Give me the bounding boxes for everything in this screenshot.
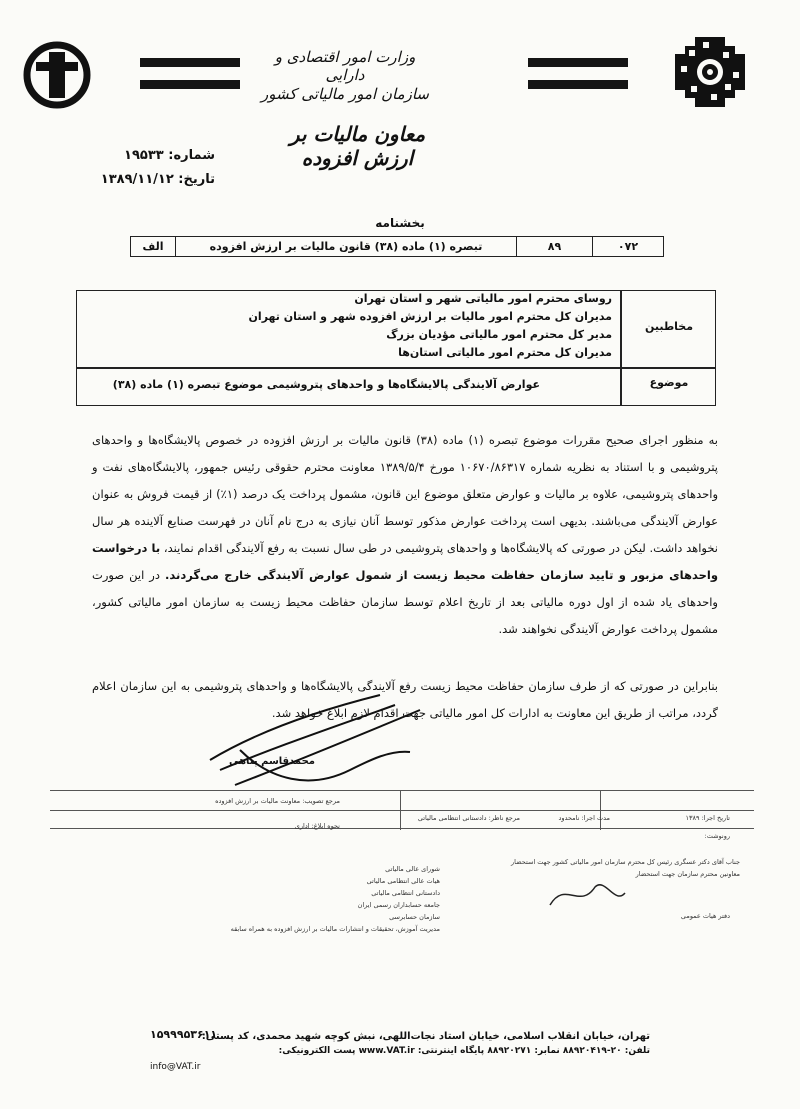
body-text: به منظور اجرای صحیح مقررات موضوع تبصره (۱) ماده (۳۸) قانون مالیات بر ارزش افزوده در خصوص پالایشگاه‌ها و واحدهای پتروشیمی و با استناد به نظریه شماره ۱۰۶۷۰/۸۶۳۱۷ مورخ ۱۳۸۹/۵/۴ معاونت محترم حقوقی رئیس جمهور، پالایشگاه‌های نفت و واحدهای پتروشیمی، علاوه بر مالیات و عوارض متعلق موضوع این قانون، مشمول پرداخت یک درصد (۱٪) از قیمت فروش به عنوان عوارض آلایندگی می‌باشند. بدیهی است پرداخت عوارض مذکور توسط آنان نیازی به درج نام آنان در فهرست صنایع آلاینده هر سال نخواهد داشت. لیکن در صورتی که پالایشگاه‌ها و واحدهای پتروشیمی در طی سال نسبت به رفع آلایندگی اقدام نمایند،: [92, 433, 718, 555]
grid-line: [50, 828, 754, 829]
circular-title: بخشنامه: [375, 216, 425, 230]
circular-code-cell: تبصره (۱) ماده (۳۸) قانون مالیات بر ارزش افزوده: [176, 237, 517, 257]
grid-line: [400, 790, 401, 830]
body-text-bold: با درخواست واحدهای مزبور و تایید سازمان حفاظت محیط زیست از شمول عوارض آلایندگی خارج می‌گردند.: [92, 541, 718, 582]
distribution-text: مدت اجرا: نامحدود: [558, 814, 610, 822]
addressee-line: مدیران کل محترم امور مالیاتی استان‌ها: [398, 346, 612, 359]
footer-postal-code: ۱۵۹۹۹۵۳۶۱۱: [150, 1028, 218, 1041]
footer-email[interactable]: info@VAT.ir: [150, 1062, 201, 1072]
addressee-line: مدیر کل محترم امور مالیاتی مؤدیان بزرگ: [386, 328, 612, 341]
subject-label: موضوع: [649, 376, 689, 389]
grid-line: [50, 810, 754, 811]
body-paragraph: بنابراین در صورتی که از طرف سازمان حفاظت محیط زیست رفع آلایندگی پالایشگاه‌ها و واحدهای پتروشیمی به این سازمان اعلام گردد، مراتب از طریق این معاونت به ادارات کل امور مالیاتی جهت اقدام لازم ابلاغ خواهد شد.: [92, 679, 718, 720]
redacted-bar: [140, 80, 240, 89]
distribution-text: نحوه ابلاغ: اداری: [294, 822, 340, 830]
grid-line: [600, 790, 601, 830]
circular-code-cell: ۰۷۲: [593, 237, 664, 257]
initials-scribble: [540, 875, 630, 915]
subject-text: عوارض آلایندگی پالایشگاه‌ها و واحدهای پتروشیمی موضوع تبصره (۱) ماده (۳۸): [112, 378, 540, 391]
distribution-text: مرجع تصویب: معاونت مالیات بر ارزش افزوده: [215, 797, 340, 805]
distribution-text: مرجع ناظر: دادستانی انتظامی مالیاتی: [417, 814, 520, 822]
distribution-text: مدیریت آموزش، تحقیقات و انتشارات مالیات بر ارزش افزوده به همراه سابقه: [230, 925, 440, 933]
grid-line: [50, 790, 754, 791]
deputy-title: معاون مالیات بر ارزش افزوده: [289, 122, 426, 170]
distribution-text: رونوشت:: [704, 832, 730, 840]
addressee-line: روسای محترم امور مالیاتی شهر و استان تهران: [354, 292, 612, 305]
body-text: در این صورت واحدهای یاد شده از اول دوره مالیاتی بعد از تاریخ اعلام توسط سازمان حفاظت محیط زیست به سازمان امور مالیاتی کشور، مشمول پرداخت عوارض آلایندگی نخواهند شد.: [92, 568, 718, 636]
redacted-bar: [140, 58, 240, 67]
distribution-text: معاونین محترم سازمان جهت استحضار: [635, 870, 740, 878]
distribution-text: دفتر هیات عمومی: [680, 912, 730, 920]
addressee-line: مدیران کل محترم امور مالیات بر ارزش افزوده شهر و استان تهران: [248, 310, 612, 323]
distribution-text: سازمان حسابرسی: [389, 913, 440, 921]
redacted-bar: [528, 58, 628, 67]
signatory-name: محمدقاسم پناهی: [229, 756, 315, 767]
circular-code-cell: ۸۹: [517, 237, 593, 257]
body-paragraph: [92, 427, 718, 643]
circular-code-cell: الف: [131, 237, 176, 257]
tax-organization-emblem: [665, 32, 755, 112]
redacted-bar: [528, 80, 628, 89]
divider: [76, 367, 716, 369]
distribution-text: شورای عالی مالیاتی: [385, 865, 440, 873]
distribution-text: تاریخ اجرا: ۱۳۸۹: [685, 814, 730, 822]
vat-logo: [22, 40, 92, 110]
distribution-text: جناب آقای دکتر عسگری رئیس کل محترم سازمان امور مالیاتی کشور جهت استحضار: [511, 858, 740, 866]
distribution-text: هیات عالی انتظامی مالیاتی: [366, 877, 440, 885]
circular-code-table: [130, 236, 664, 257]
letter-date: تاریخ: ۱۳۸۹/۱۱/۱۲: [100, 172, 215, 187]
organization-name: سازمان امور مالیاتی کشور: [261, 85, 429, 103]
footer-contact: تلفن: ۲۰-۸۸۹۲۰۴۱۹ نمابر: ۸۸۹۲۰۲۷۱ پایگاه اینترنتی: www.VAT.ir پست الکترونیکی:: [278, 1046, 650, 1056]
footer-address: تهران، خیابان انقلاب اسلامی، خیابان استاد نجات‌اللهی، نبش کوچه شهید محمدی، کد پستی:: [201, 1031, 650, 1042]
distribution-text: جامعه حسابداران رسمی ایران: [357, 901, 440, 909]
distribution-text: دادستانی انتظامی مالیاتی: [371, 889, 440, 897]
signature-scribble: [180, 690, 480, 800]
letter-number: شماره: ۱۹۵۳۳: [124, 148, 215, 163]
addressees-label: مخاطبین: [644, 320, 694, 333]
ministry-name: وزارت امور اقتصادی و دارایی: [274, 48, 416, 84]
